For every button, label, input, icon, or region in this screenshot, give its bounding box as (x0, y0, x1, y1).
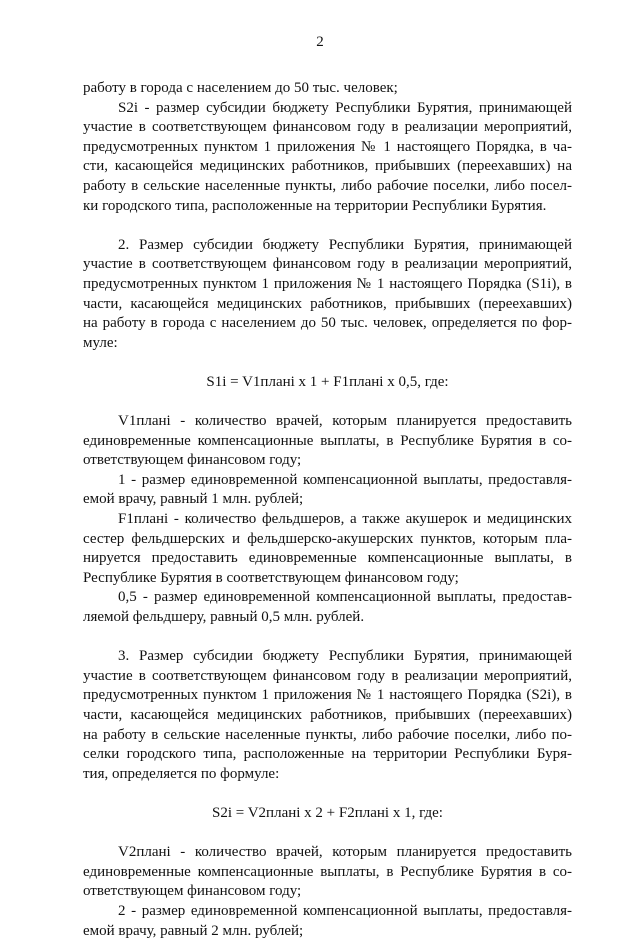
text-line: ответствующем финансовом году; (83, 883, 302, 900)
text-line: на работу в сельские населенные пункты, либо рабочие поселки, либо по- (83, 726, 572, 743)
text-line: 2 - размер единовременной компенсационной выплаты, предоставля- (118, 902, 572, 919)
text-line: работу в сельские населенные пункты, либо рабочие поселки, либо посел- (83, 177, 572, 194)
paragraph-item-3 (83, 647, 572, 784)
text-line: 0,5 - размер единовременной компенсационной выплаты, предостав- (118, 589, 572, 606)
formula-s1i: S1i = V1планi x 1 + F1планi x 0,5, где: (206, 373, 449, 390)
text-line: S2i - размер субсидии бюджету Республики Бурятия, принимающей (118, 99, 572, 116)
text-line: на работу в города с населением до 50 тыс. человек, определяется по фор- (83, 315, 572, 332)
text-line: ляемой фельдшеру, равный 0,5 млн. рублей. (83, 609, 365, 626)
text-line: работу в города с населением до 50 тыс. человек; (83, 80, 398, 96)
text-line: 1 - размер единовременной компенсационной выплаты, предоставля- (118, 471, 572, 488)
page-number: 2 (316, 34, 324, 50)
text-line: V2планi - количество врачей, которым планируется предоставить (118, 844, 572, 861)
text-line: Республике Бурятия в соответствующем финансовом году; (83, 569, 459, 586)
text-line: муле: (83, 334, 118, 351)
formula-s2i: S2i = V2планi x 2 + F2планi x 1, где: (212, 804, 443, 821)
text-line: предусмотренных пунктом 1 приложения № 1 настоящего Порядка (S1i), в (83, 275, 572, 292)
text-line: части, касающейся медицинских работников, прибывших (переехавших) (83, 295, 572, 312)
paragraph-formula2-definitions (83, 843, 572, 941)
text-line: единовременные компенсационные выплаты, в Республике Бурятия в со- (83, 432, 572, 449)
text-line: 3. Размер субсидии бюджету Республики Бурятия, принимающей (118, 648, 572, 665)
text-line: нируется предоставить единовременные компенсационные выплаты, в (83, 550, 572, 567)
text-line: части, касающейся медицинских работников, прибывших (переехавших) (83, 707, 572, 723)
paragraph-item-2 (83, 236, 572, 354)
text-line: сестер фельдшерских и фельдшерско-акушерских пунктов, которым пла- (83, 530, 572, 547)
text-line: ки городского типа, расположенные на территории Республики Бурятия. (83, 197, 547, 214)
text-line: сти, касающейся медицинских работников, прибывших (переехавших) на (83, 158, 572, 175)
text-line: тия, определяется по формуле: (83, 765, 280, 782)
text-line: единовременные компенсационные выплаты, в Республике Бурятия в со- (83, 863, 572, 880)
text-line: предусмотренных пунктом 1 приложения № 1 настоящего Порядка, в ча- (83, 138, 572, 155)
text-line: участие в соответствующем финансовом году в реализации мероприятий, (83, 667, 572, 684)
text-line: емой врачу, равный 1 млн. рублей; (83, 491, 304, 508)
text-line: участие в соответствующем финансовом году в реализации мероприятий, (83, 256, 572, 273)
text-line: предусмотренных пунктом 1 приложения № 1 настоящего Порядка (S2i), в (83, 687, 572, 704)
document-body (83, 79, 572, 941)
text-line: участие в соответствующем финансовом году в реализации мероприятий, (83, 119, 572, 136)
text-line: ответствующем финансовом году; (83, 452, 302, 469)
text-line: селки городского типа, расположенные на территории Республики Буря- (83, 746, 572, 763)
text-line: F1планi - количество фельдшеров, а также акушерок и медицинских (118, 511, 572, 528)
paragraph-formula1-definitions (83, 412, 572, 628)
text-line: емой врачу, равный 2 млн. рублей; (83, 922, 304, 939)
text-line: 2. Размер субсидии бюджету Республики Бурятия, принимающей (118, 236, 572, 253)
paragraph-s2i-continuation (83, 79, 572, 216)
text-line: V1планi - количество врачей, которым планируется предоставить (118, 413, 572, 430)
